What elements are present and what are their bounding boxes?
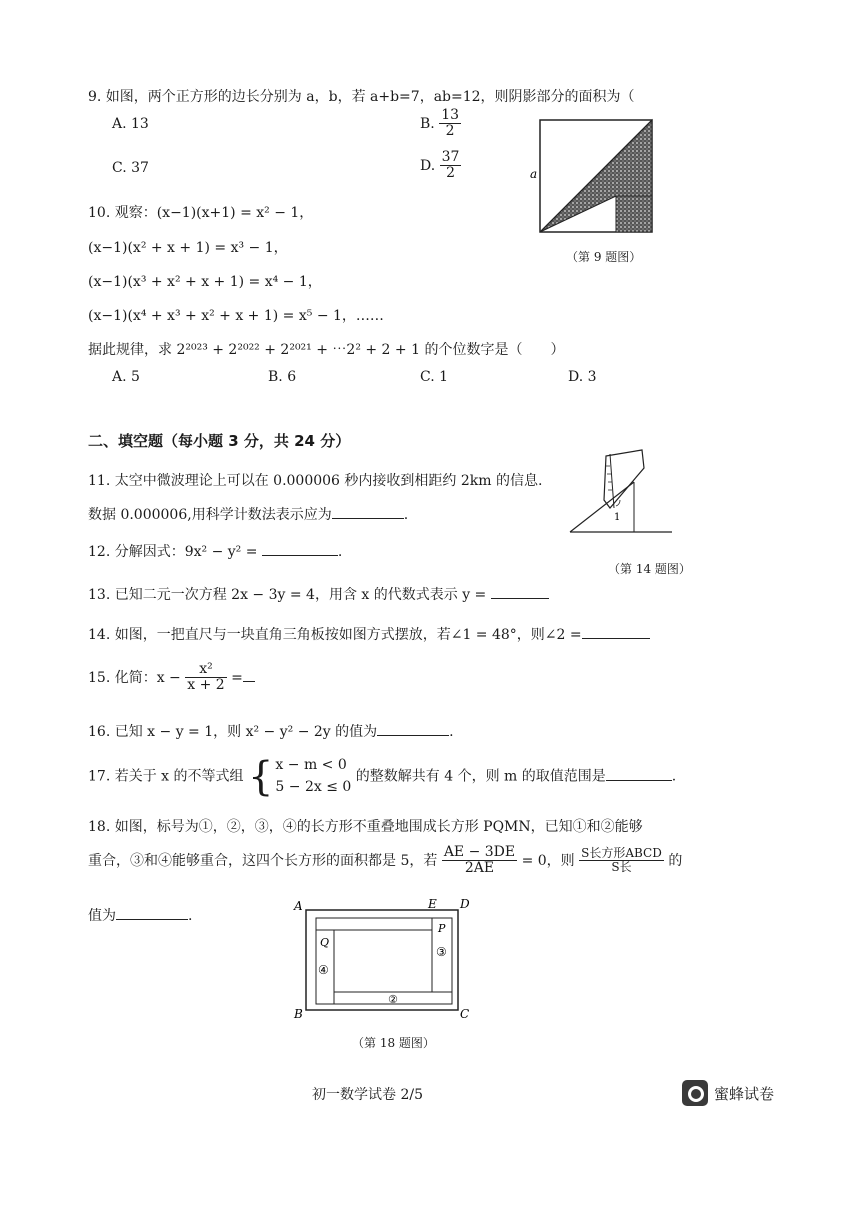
q10-option-b: B. 6 <box>268 369 297 385</box>
fig18-label-A: A <box>294 899 303 913</box>
q15-prefix: 15. 化简：x − <box>88 669 181 686</box>
page-footer: 初一数学试卷 2/5 <box>312 1087 423 1103</box>
fig9-label-a: a <box>530 167 538 181</box>
q11-line2-text: 数据 0.000006,用科学计数法表示应为 <box>88 507 332 523</box>
q13-answer-blank <box>491 584 549 599</box>
q18-fraction-1 <box>442 845 517 877</box>
fig18-rect-ABCD <box>306 910 458 1010</box>
fig18-label-B: B <box>294 1007 303 1021</box>
q15-equals: = <box>231 669 243 686</box>
fig18-label-2: ② <box>388 993 398 1006</box>
q18-frac1-numerator: AE − 3DE <box>443 844 516 860</box>
q17-system <box>275 755 351 798</box>
figure-18 <box>292 894 476 1028</box>
brand-name: 蜜蜂试卷 <box>714 1084 775 1103</box>
fig14-caption: （第 14 题图） <box>608 562 691 576</box>
q17-ineq-2: 5 − 2x ≤ 0 <box>275 778 352 795</box>
q9-option-a: A. 13 <box>112 116 149 132</box>
figure-9 <box>520 114 660 236</box>
q18-suffix: 的 <box>668 852 683 869</box>
fig14-triangle-hypotenuse <box>570 482 634 532</box>
q12-answer-blank <box>262 541 338 556</box>
q18-line3-text: 值为 <box>88 908 116 924</box>
q14 <box>88 624 650 644</box>
q9-option-d-fraction <box>440 150 462 182</box>
q17-prefix: 17. 若关于 x 的不等式组 <box>88 768 244 785</box>
q15-fraction <box>185 662 226 694</box>
q10-line2: (x−1)(x² + x + 1) = x³ − 1， <box>88 240 288 256</box>
q13 <box>88 584 549 604</box>
q11-line2: 数据 0.000006,用科学计数法表示应为 . <box>88 504 408 524</box>
q9-option-d-label: D. <box>420 157 436 174</box>
q16-answer-blank <box>377 721 449 736</box>
q14-answer-blank <box>582 624 650 639</box>
fig9-small-square <box>616 196 652 232</box>
brand-logo-icon <box>682 1080 708 1106</box>
q9-b-numerator: 13 <box>441 107 460 123</box>
fig18-label-Q: Q <box>320 936 330 949</box>
q9-option-b-label: B. <box>420 115 435 132</box>
q15-denominator: x + 2 <box>187 677 225 694</box>
q15 <box>88 662 255 694</box>
q10-option-c: C. 1 <box>420 369 449 385</box>
q12: 12. 分解因式：9x² − y² = . <box>88 541 342 561</box>
figure-14 <box>566 446 676 538</box>
q18-line2-text: 重合，③和④能够重合，这四个长方形的面积都是 5，若 <box>88 852 438 869</box>
q18-line3: 值为 . <box>88 905 192 925</box>
q10-line1: 10. 观察：(x−1)(x+1) = x² − 1， <box>88 205 314 221</box>
q10-option-d: D. 3 <box>568 369 597 385</box>
q10-line4: (x−1)(x⁴ + x³ + x² + x + 1) = x⁵ − 1，…… <box>88 308 384 324</box>
q10-option-a: A. 5 <box>112 369 140 385</box>
q18-frac1-denominator: 2AE <box>464 860 495 877</box>
q9-option-c: C. 37 <box>112 160 149 176</box>
q15-numerator: x² <box>185 662 226 678</box>
section-2-title: 二、填空题（每小题 3 分，共 24 分） <box>88 432 351 450</box>
q9-option-b-fraction <box>439 108 461 140</box>
fig14-label-1: 1 <box>614 512 621 523</box>
fig18-caption: （第 18 题图） <box>352 1036 435 1050</box>
q15-answer-blank <box>243 667 255 682</box>
q17-suffix: 的整数解共有 4 个，则 m 的取值范围是 <box>355 768 606 785</box>
fig18-label-4: ④ <box>318 963 329 977</box>
q17-answer-blank <box>606 766 672 781</box>
fig18-label-D: D <box>460 897 470 911</box>
fig18-label-E: E <box>428 897 437 911</box>
q18-line2 <box>88 845 682 877</box>
fig18-label-P: P <box>438 922 446 935</box>
q18-frac2-denominator: S长 <box>611 860 632 875</box>
q12-text: 12. 分解因式：9x² − y² = <box>88 544 258 560</box>
q9-stem: 9. 如图，两个正方形的边长分别为 a，b，若 a+b=7，ab=12，则阴影部分的面积为（ <box>88 89 635 105</box>
q18-fraction-2 <box>579 847 664 874</box>
fig18-label-3: ③ <box>436 945 447 959</box>
q18-line1: 18. 如图，标号为①，②，③，④的长方形不重叠地围成长方形 PQMN，已知①和②能够 <box>88 819 643 835</box>
q18-mid: = 0，则 <box>521 852 575 869</box>
q13-text: 13. 已知二元一次方程 2x − 3y = 4，用含 x 的代数式表示 y = <box>88 587 487 603</box>
q17-ineq-1: x − m < 0 <box>275 757 347 773</box>
q11-line1: 11. 太空中微波理论上可以在 0.000006 秒内接收到相距约 2km 的信息. <box>88 473 543 489</box>
fig18-rect-1 <box>316 918 432 930</box>
q18-frac2-numerator: S长方形ABCD <box>581 846 662 861</box>
q9-d-denominator: 2 <box>446 165 456 182</box>
q9-d-numerator: 37 <box>441 149 460 165</box>
q18-answer-blank <box>116 905 188 920</box>
q16-text: 16. 已知 x − y = 1，则 x² − y² − 2y 的值为 <box>88 724 378 740</box>
q10-question: 据此规律，求 2²⁰²³ + 2²⁰²² + 2²⁰²¹ + ⋯2² + 2 + 1 的个位数字是（ ） <box>88 342 565 358</box>
fig9-caption: （第 9 题图） <box>566 250 642 264</box>
q9-b-denominator: 2 <box>445 123 455 140</box>
brand-logo <box>682 1080 774 1106</box>
q16: 16. 已知 x − y = 1，则 x² − y² − 2y 的值为 . <box>88 721 454 741</box>
q9-option-d <box>420 150 461 182</box>
q17-brace: { <box>247 753 274 800</box>
q9-option-b <box>420 108 461 140</box>
q11-answer-blank <box>332 504 404 519</box>
fig18-label-C: C <box>460 1007 470 1021</box>
q10-line3: (x−1)(x³ + x² + x + 1) = x⁴ − 1， <box>88 274 322 290</box>
q17: 17. 若关于 x 的不等式组 { x − m < 0 5 − 2x ≤ 0 的整数解共有 4 个，则 m 的取值范围是 . <box>88 753 677 800</box>
q14-text: 14. 如图，一把直尺与一块直角三角板按如图方式摆放，若∠1 = 48°，则∠2 = <box>88 627 582 643</box>
